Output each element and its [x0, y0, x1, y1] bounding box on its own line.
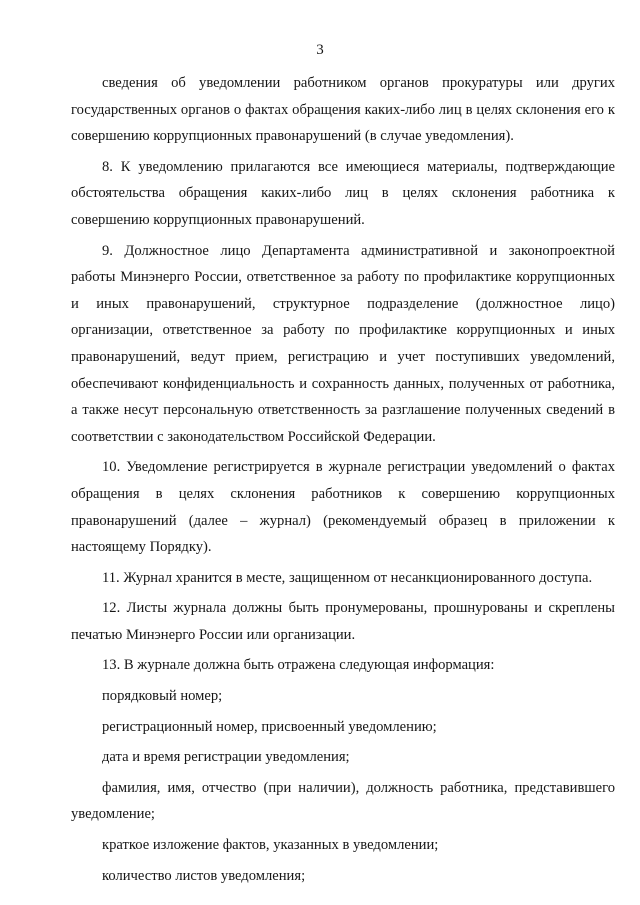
- paragraph-8: 8. К уведомлению прилагаются все имеющиеся материалы, подтверждающие обстоятельства обращения каких-либо лиц в целях склонения работника к совершению коррупционных правонарушений.: [71, 158, 615, 228]
- paragraph-11: 11. Журнал хранится в месте, защищенном от несанкционированного доступа.: [102, 569, 593, 586]
- list-item-registration-number: регистрационный номер, присвоенный уведомлению;: [102, 718, 437, 735]
- list-item-registration-datetime: дата и время регистрации уведомления;: [102, 749, 350, 766]
- document-body: [71, 70, 615, 889]
- list-item-facts-summary: краткое изложение фактов, указанных в уведомлении;: [102, 837, 439, 854]
- paragraph-10: 10. Уведомление регистрируется в журнале регистрации уведомлений о фактах обращения в целях склонения работников к совершению коррупционных правонарушений (далее – журнал) (рекомендуемый образец в приложении к настоящему Порядку).: [71, 459, 615, 556]
- list-item-employee-details: фамилия, имя, отчество (при наличии), должность работника, представившего уведомление;: [71, 779, 615, 823]
- list-item-sheet-count: количество листов уведомления;: [102, 867, 306, 884]
- paragraph-13: 13. В журнале должна быть отражена следующая информация:: [102, 657, 495, 674]
- paragraph-9: 9. Должностное лицо Департамента административной и законопроектной работы Минэнерго России, ответственное за работу по профилактике коррупционных и иных правонарушений, структурное подразделение (должностное лицо) организации, ответственное за работу по профилактике коррупционных и иных правонарушений, ведут прием, регистрацию и учет поступивших уведомлений, обеспечивают конфиденциальность и сохранность данных, полученных от работника, а также несут персональную ответственность за разглашение полученных сведений в соответствии с законодательством Российской Федерации.: [71, 242, 615, 445]
- page-number: 3: [316, 42, 324, 58]
- paragraph-notification-details: сведения об уведомлении работником органов прокуратуры или других государственных органов о фактах обращения каких-либо лиц в целях склонения его к совершению коррупционных правонарушений (в случае уведомления).: [71, 75, 615, 145]
- list-item-serial-number: порядковый номер;: [102, 688, 223, 705]
- paragraph-12: 12. Листы журнала должны быть пронумерованы, прошнурованы и скреплены печатью Минэнерго России или организации.: [71, 600, 615, 643]
